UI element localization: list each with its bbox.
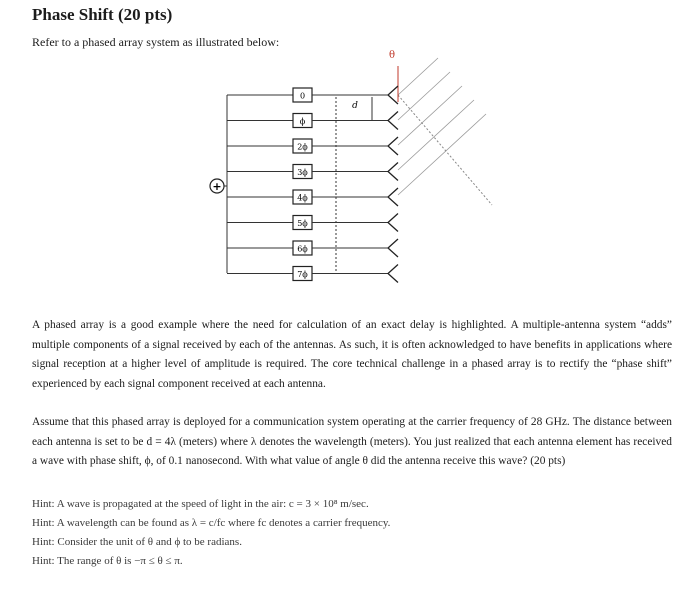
antenna-element bbox=[388, 112, 398, 130]
hint-units: Hint: Consider the unit of θ and ϕ to be radians. bbox=[32, 536, 242, 548]
hint-speed-of-light: Hint: A wave is propagated at the speed of light in the air: c = 3 × 10⁸ m/sec. bbox=[32, 498, 369, 510]
delay-label: 6ϕ bbox=[297, 244, 308, 254]
spacing-label: d bbox=[352, 101, 358, 111]
antenna-element bbox=[388, 265, 398, 283]
delay-label: 0 bbox=[299, 91, 306, 101]
adder-symbol: + bbox=[212, 180, 222, 193]
antenna-row bbox=[227, 214, 398, 232]
antenna-element bbox=[388, 214, 398, 232]
delay-label: 4ϕ bbox=[297, 193, 308, 203]
delay-label: 5ϕ bbox=[297, 219, 308, 228]
problem-intro: Refer to a phased array system as illustrated below: bbox=[32, 35, 280, 49]
delay-label: 2ϕ bbox=[297, 142, 308, 152]
antenna-element bbox=[388, 137, 398, 155]
delay-label: ϕ bbox=[299, 117, 306, 126]
wavefront-lines bbox=[398, 58, 486, 195]
antenna-element bbox=[388, 163, 398, 181]
hint-theta-range: Hint: The range of θ is −π ≤ θ ≤ π. bbox=[32, 555, 183, 567]
antenna-row bbox=[227, 137, 398, 155]
antenna-element bbox=[388, 188, 398, 206]
propagation-direction-line bbox=[398, 95, 492, 205]
antenna-element bbox=[388, 86, 398, 104]
antenna-row bbox=[227, 265, 398, 283]
paragraph-intro: A phased array is a good example where the need for calculation of an exact delay is highlighted. A multiple-antenna system “adds” multiple components of a signal received by each of the antennas. As such, it is often acknowledged to have benefits in applications where signal reception at a higher level of amplitude is required. The core technical challenge in a phased array is to rectify the “phase shift” experienced by each signal component received at each antenna. bbox=[32, 319, 672, 390]
delay-label: 3ϕ bbox=[297, 168, 308, 177]
theta-label: θ bbox=[388, 50, 396, 61]
problem-title: Phase Shift (20 pts) bbox=[32, 5, 173, 24]
phased-array-diagram bbox=[0, 0, 700, 300]
antenna-row bbox=[227, 239, 398, 257]
paragraph-question: Assume that this phased array is deployed for a communication system operating at the carrier frequency of 28 GHz. The distance between each antenna is set to be d = 4λ (meters) where λ denotes the wavelength (meters). You just realized that each antenna element has received a wave with phase shift, ϕ, of 0.1 nanosecond. With what value of angle θ did the antenna receive this wave? (20 pts) bbox=[32, 416, 672, 467]
delay-label: 7ϕ bbox=[297, 270, 308, 279]
antenna-row bbox=[227, 163, 398, 181]
hint-wavelength: Hint: A wavelength can be found as λ = c/fc where fc denotes a carrier frequency. bbox=[32, 517, 391, 529]
antenna-element bbox=[388, 239, 398, 257]
antenna-row bbox=[227, 188, 398, 206]
